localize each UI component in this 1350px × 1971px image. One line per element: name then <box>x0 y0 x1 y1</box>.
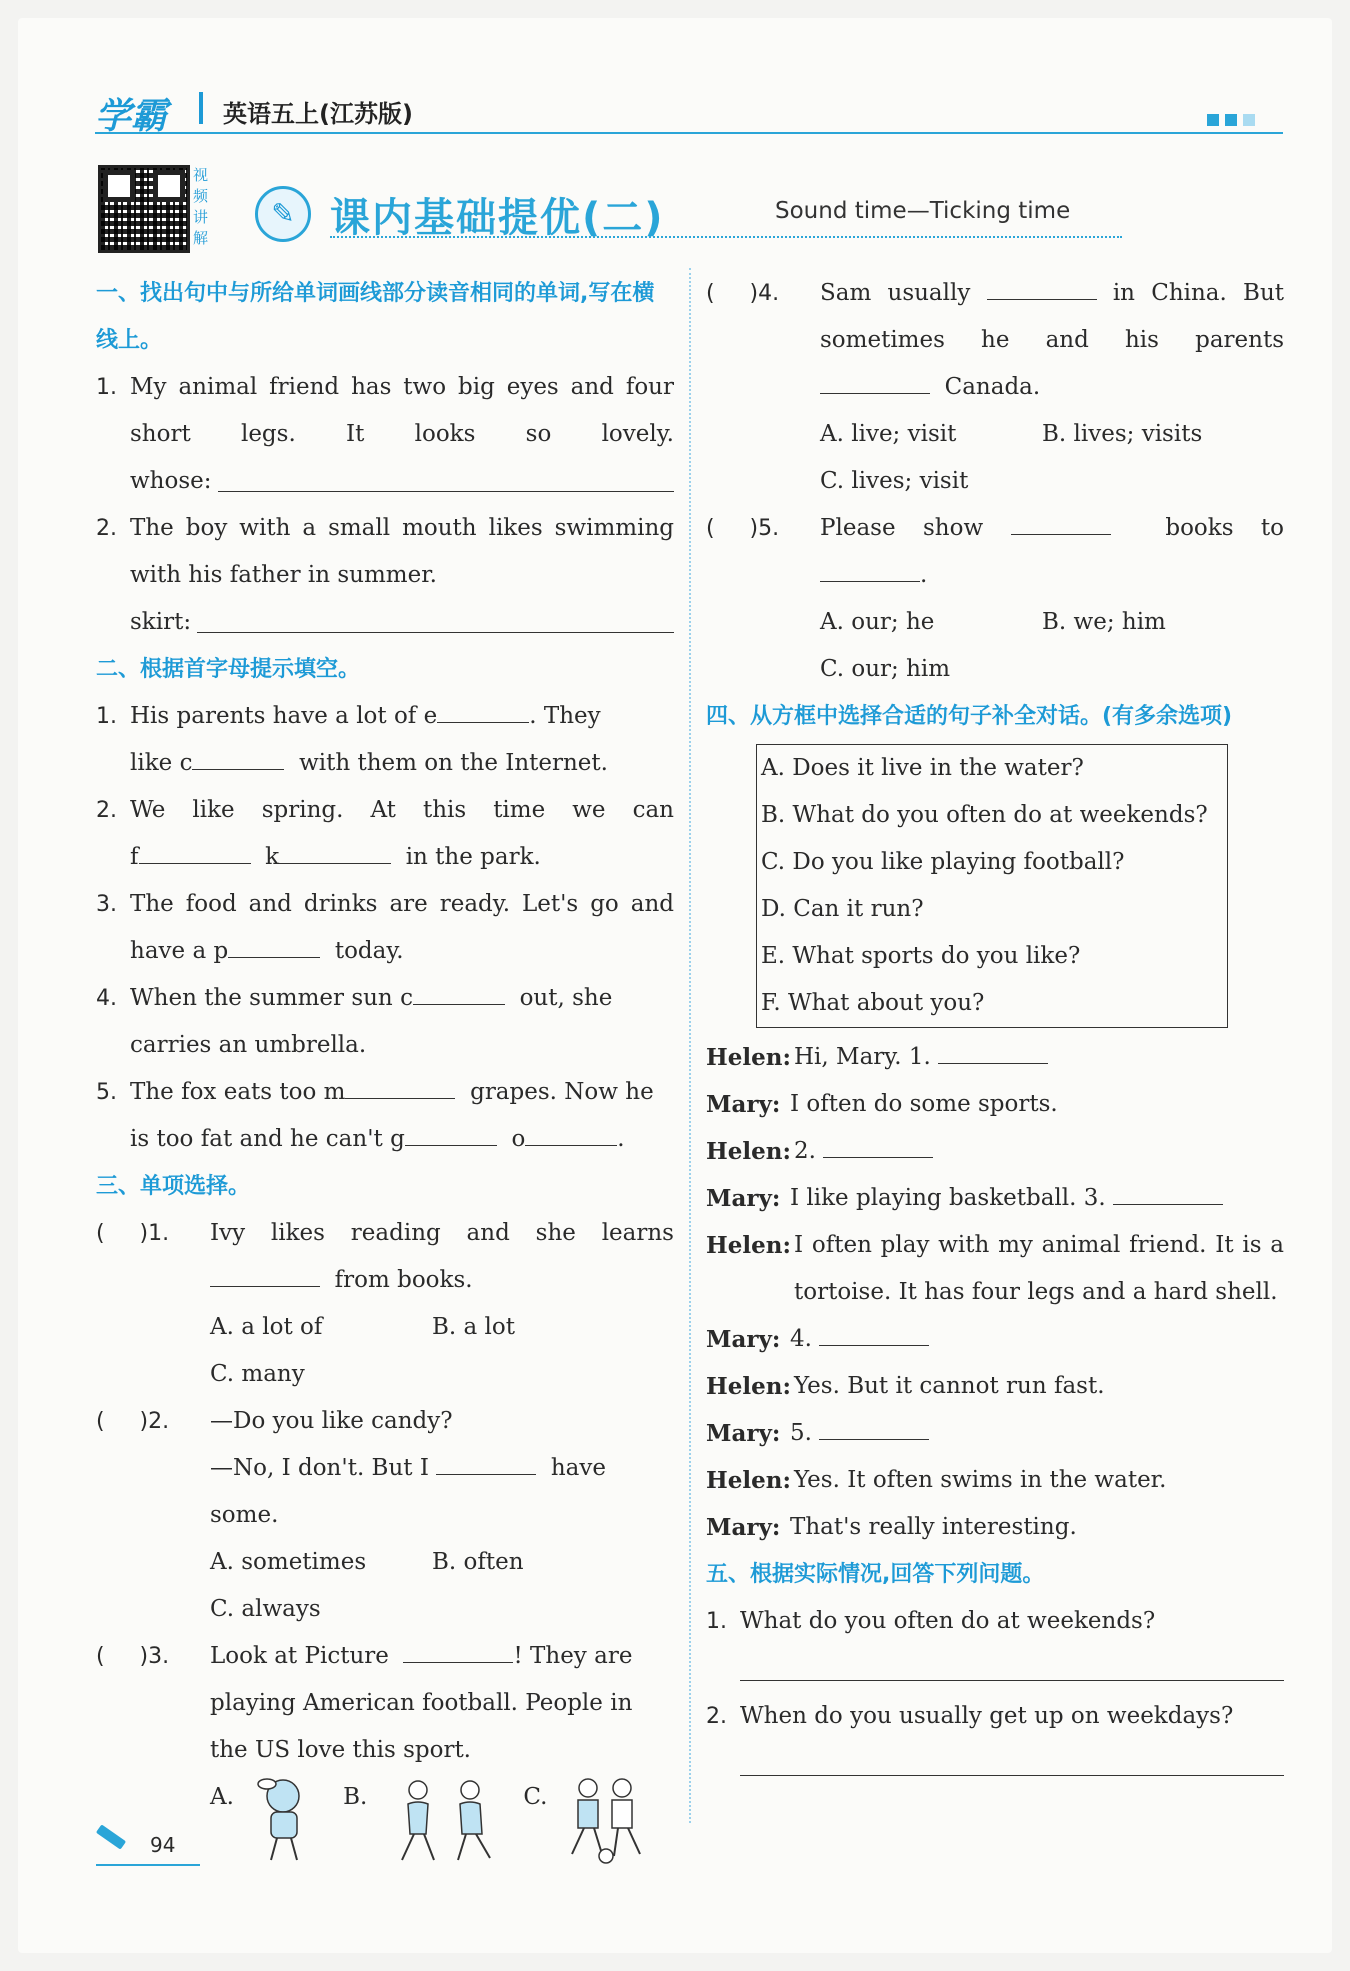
choice-question <box>706 505 1284 599</box>
question-continuation <box>96 834 674 881</box>
section-heading: 二、根据首字母提示填空。 <box>96 657 361 682</box>
speaker: Helen: <box>706 1467 791 1494</box>
text-part: . <box>617 1126 625 1152</box>
option-c[interactable]: C. our; him <box>820 656 951 682</box>
question-item <box>96 881 674 928</box>
question-text <box>820 505 1284 599</box>
dancers-icon[interactable] <box>378 1774 491 1864</box>
question-number: 2. <box>96 516 117 541</box>
text-part: Please show <box>820 515 984 541</box>
text-part: Canada. <box>944 374 1041 400</box>
choice-question <box>96 1633 674 1680</box>
question-item <box>706 1693 1284 1740</box>
answer-row <box>96 599 674 646</box>
choice-item: A. Does it live in the water? <box>761 755 1084 781</box>
dialogue-text: That's really interesting. <box>790 1514 1077 1540</box>
section-heading: 五、根据实际情况,回答下列问题。 <box>706 1562 1045 1587</box>
hint-letter: f <box>130 844 139 870</box>
american-football-player-icon[interactable] <box>245 1774 311 1864</box>
question-text: The boy with a small mouth likes swimming with his father in summer. <box>130 515 674 588</box>
speaker: Helen: <box>706 1044 791 1071</box>
question-item <box>96 693 674 740</box>
text-part: The fox eats too <box>130 1079 317 1105</box>
options-row <box>96 1304 674 1351</box>
fill-blank[interactable] <box>823 1128 933 1158</box>
text-part: 2. <box>794 1138 816 1164</box>
text-part: —No, I don't. But I <box>210 1455 429 1481</box>
question-number: 1. <box>706 1609 727 1634</box>
dialogue-line <box>706 1363 1284 1410</box>
fill-blank[interactable] <box>1011 505 1111 535</box>
hint-letter: o <box>511 1126 526 1152</box>
fill-blank[interactable] <box>403 1633 513 1663</box>
option-a[interactable]: A. sometimes <box>210 1549 367 1575</box>
text-part: Sam usually <box>820 280 971 306</box>
column-divider <box>689 268 691 1823</box>
text-part: from books. <box>334 1267 473 1293</box>
question-continuation <box>706 317 1284 364</box>
sentence-choice-box <box>756 744 1228 1028</box>
question-text: We like spring. At this time we can <box>130 797 674 823</box>
choice-question <box>96 1210 674 1257</box>
page-number: 94 <box>150 1833 176 1857</box>
choice-item: D. Can it run? <box>761 896 924 922</box>
fill-blank[interactable] <box>192 740 284 770</box>
speaker: Mary: <box>706 1091 781 1118</box>
dialogue-line <box>706 1222 1284 1316</box>
text-part: in China. But <box>1112 280 1285 306</box>
answer-paren[interactable]: ( )3. <box>96 1644 170 1669</box>
text-part: . They <box>529 703 601 729</box>
option-a[interactable]: A. live; visit <box>820 421 957 447</box>
fill-blank[interactable] <box>819 1316 929 1346</box>
answer-paren[interactable]: ( )5. <box>706 516 780 541</box>
picture-options <box>96 1774 674 1874</box>
question-continuation: carries an umbrella. <box>130 1032 367 1058</box>
question-continuation <box>96 1257 674 1304</box>
question-item <box>96 787 674 834</box>
text-part: like <box>130 750 173 776</box>
dialogue-line <box>706 1128 1284 1175</box>
picture-label-a[interactable]: A. <box>210 1784 234 1810</box>
dialogue-text <box>794 1128 1284 1175</box>
question-number: 1. <box>96 375 117 400</box>
page-header <box>95 88 1283 137</box>
hint-letter: g <box>390 1126 405 1152</box>
choice-question <box>96 1398 674 1445</box>
options-row <box>706 411 1284 458</box>
question-text: When do you usually get up on weekdays? <box>740 1703 1234 1729</box>
fill-blank[interactable] <box>436 1445 536 1475</box>
fill-blank[interactable] <box>820 364 930 394</box>
dialogue-line <box>706 1034 1284 1081</box>
picture-label-c[interactable]: C. <box>523 1784 548 1810</box>
hint-letter: m <box>323 1079 346 1105</box>
question-continuation <box>96 928 674 975</box>
title-underline <box>330 236 1122 238</box>
speaker: Helen: <box>706 1138 791 1165</box>
text-part: out, she <box>519 985 613 1011</box>
fill-blank[interactable] <box>279 834 391 864</box>
text-part: books to <box>1165 515 1284 541</box>
question-text: —Do you like candy? <box>210 1408 453 1434</box>
question-text <box>210 1633 674 1680</box>
question-continuation <box>96 1116 674 1163</box>
speaker: Mary: <box>706 1185 781 1212</box>
fill-blank[interactable] <box>938 1034 1048 1064</box>
answer-paren[interactable]: ( )1. <box>96 1221 170 1246</box>
given-word: whose: <box>130 468 212 494</box>
section-heading: 四、从方框中选择合适的句子补全对话。(有多余选项) <box>706 704 1233 729</box>
fill-blank[interactable] <box>228 928 320 958</box>
question-text: What do you often do at weekends? <box>740 1608 1156 1634</box>
text-part: Hi, Mary. 1. <box>794 1044 931 1070</box>
question-text <box>820 270 1284 317</box>
question-number: 4. <box>96 986 117 1011</box>
options-row <box>706 599 1284 646</box>
option-b[interactable]: B. a lot <box>432 1314 515 1340</box>
question-item <box>96 975 674 1022</box>
question-continuation <box>706 364 1284 411</box>
fill-blank[interactable] <box>820 552 920 582</box>
text-part: in the park. <box>405 844 541 870</box>
question-item <box>706 1598 1284 1645</box>
option-a[interactable]: A. a lot of <box>210 1314 323 1340</box>
answer-line[interactable] <box>740 1740 1284 1776</box>
speaker: Mary: <box>706 1420 781 1447</box>
fill-blank[interactable] <box>437 693 529 723</box>
picture-label-b[interactable]: B. <box>343 1784 368 1810</box>
answer-paren[interactable]: ( )4. <box>706 281 780 306</box>
qr-code-icon[interactable] <box>98 165 190 253</box>
decor-square-icon <box>1207 114 1219 126</box>
right-column <box>706 270 1284 1788</box>
dialogue-text: I often play with my animal friend. It is a tortoise. It has four legs and a hard shell. <box>794 1232 1284 1305</box>
fill-blank[interactable] <box>987 270 1097 300</box>
option-c[interactable]: C. always <box>210 1596 321 1622</box>
text-part: 5. <box>790 1420 812 1446</box>
dialogue-line <box>706 1316 1284 1363</box>
dialogue-text: I often do some sports. <box>790 1091 1058 1117</box>
fill-blank[interactable] <box>1113 1175 1223 1205</box>
lesson-title: 课内基础提优(二) <box>330 195 665 241</box>
book-title: 英语五上(江苏版) <box>223 100 413 128</box>
text-part: is too fat and he can't <box>130 1126 383 1152</box>
question-item <box>96 1069 674 1116</box>
question-number: 2. <box>96 798 117 823</box>
footer-underline <box>96 1864 200 1866</box>
answer-row <box>706 1740 1284 1788</box>
question-continuation <box>96 1445 674 1539</box>
text-part: When the summer sun <box>130 985 393 1011</box>
dialogue-line <box>706 1504 1284 1551</box>
speaker: Helen: <box>706 1232 791 1259</box>
text-part: with them on the Internet. <box>299 750 608 776</box>
answer-paren[interactable]: ( )2. <box>96 1409 170 1434</box>
option-b[interactable]: B. we; him <box>1042 609 1166 635</box>
option-b[interactable]: B. often <box>432 1549 524 1575</box>
question-continuation: playing American football. People in <box>210 1690 633 1716</box>
section-heading: 三、单项选择。 <box>96 1174 251 1199</box>
fill-blank[interactable] <box>405 1116 497 1146</box>
dialogue-text: Yes. It often swims in the water. <box>794 1467 1167 1493</box>
speaker: Mary: <box>706 1514 781 1541</box>
qr-label: 视频讲解 <box>193 166 209 247</box>
text-part: have a <box>130 938 207 964</box>
dialogue-line <box>706 1457 1284 1504</box>
fill-blank[interactable] <box>413 975 505 1005</box>
text-part: His parents have a lot of <box>130 703 417 729</box>
answer-row <box>706 1645 1284 1693</box>
question-continuation: the US love this sport. <box>210 1737 471 1763</box>
option-c[interactable]: C. many <box>210 1361 305 1387</box>
given-word: skirt: <box>130 609 192 635</box>
question-text <box>130 693 674 740</box>
dialogue-line <box>706 1081 1284 1128</box>
answer-line[interactable] <box>197 599 674 633</box>
fill-blank[interactable] <box>139 834 251 864</box>
text-part: I like playing basketball. 3. <box>790 1185 1106 1211</box>
question-number: 1. <box>96 704 117 729</box>
speaker: Mary: <box>706 1326 781 1353</box>
soccer-players-icon[interactable] <box>558 1774 642 1864</box>
dialogue-text: Yes. But it cannot run fast. <box>794 1373 1105 1399</box>
question-text <box>130 1069 674 1116</box>
dialogue-text <box>790 1175 1284 1222</box>
question-text: The food and drinks are ready. Let's go and <box>130 891 674 917</box>
question-text: My animal friend has two big eyes and four short legs. It looks so lovely. <box>130 374 674 447</box>
text-part: 4. <box>790 1326 812 1352</box>
decor-square-icon <box>1225 114 1237 126</box>
notebook-pencil-icon: ✎ <box>255 186 311 242</box>
choice-item: E. What sports do you like? <box>761 943 1081 969</box>
lesson-subtitle: Sound time—Ticking time <box>775 198 1071 224</box>
question-number: 5. <box>96 1080 117 1105</box>
fill-blank[interactable] <box>210 1257 320 1287</box>
question-item <box>96 505 674 599</box>
logo-divider <box>199 92 203 124</box>
dialogue-line <box>706 1410 1284 1457</box>
choice-item: C. Do you like playing football? <box>761 849 1125 875</box>
text-part: Look at Picture <box>210 1643 389 1669</box>
hint-letter: e <box>423 703 438 729</box>
choice-question <box>706 270 1284 317</box>
decor-square-icon <box>1243 114 1255 126</box>
hint-letter: k <box>265 844 280 870</box>
answer-line[interactable] <box>740 1645 1284 1681</box>
question-text: Ivy likes reading and she learns <box>210 1220 674 1246</box>
dialogue-text <box>790 1316 1284 1363</box>
dialogue-text <box>790 1410 1284 1457</box>
brand-logo: 学霸 <box>95 96 168 137</box>
dialogue-text <box>794 1034 1284 1081</box>
fill-blank[interactable] <box>525 1116 617 1146</box>
speaker: Helen: <box>706 1373 791 1400</box>
text-part: today. <box>334 938 404 964</box>
text-part: have some. <box>210 1455 606 1528</box>
answer-row <box>96 458 674 505</box>
option-c[interactable]: C. lives; visit <box>820 468 969 494</box>
text-part: . <box>920 562 928 588</box>
fill-blank[interactable] <box>819 1410 929 1440</box>
left-column <box>96 270 674 1874</box>
choice-item: B. What do you often do at weekends? <box>761 802 1208 828</box>
question-item <box>96 364 674 458</box>
options-row <box>96 1539 674 1586</box>
fill-blank[interactable] <box>345 1069 455 1099</box>
question-continuation <box>96 740 674 787</box>
dialogue-line <box>706 1175 1284 1222</box>
question-text: sometimes he and his parents <box>820 327 1284 353</box>
hint-letter: p <box>213 938 229 964</box>
option-b[interactable]: B. lives; visits <box>1042 421 1203 447</box>
question-number: 3. <box>96 892 117 917</box>
section-heading: 一、找出句中与所给单词画线部分读音相同的单词,写在横线上。 <box>96 281 655 353</box>
question-text <box>130 975 674 1022</box>
question-number: 2. <box>706 1704 727 1729</box>
option-a[interactable]: A. our; he <box>820 609 935 635</box>
text-part: ! They are <box>513 1643 633 1669</box>
choice-item: F. What about you? <box>761 990 985 1016</box>
answer-line[interactable] <box>218 458 674 492</box>
hint-letter: c <box>400 985 413 1011</box>
hint-letter: c <box>179 750 193 776</box>
text-part: grapes. Now he <box>470 1079 654 1105</box>
